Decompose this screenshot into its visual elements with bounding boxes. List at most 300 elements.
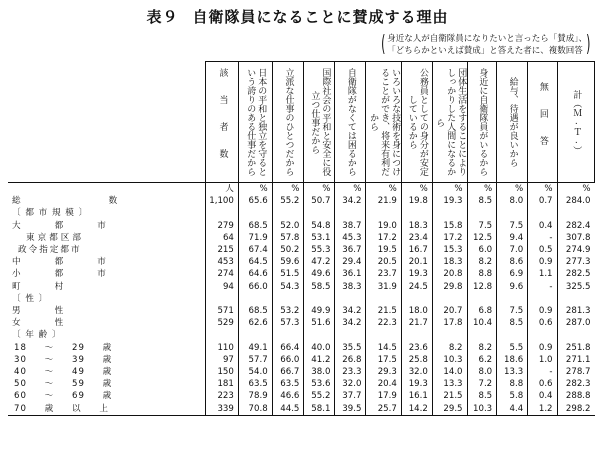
table-cell: 281.3 — [557, 305, 594, 317]
table-cell: 17.5 — [366, 354, 401, 366]
table-cell: 49.1 — [238, 342, 272, 354]
table-cell: 23.7 — [366, 268, 401, 280]
column-header-label: 該当者数 — [217, 68, 228, 176]
table-cell: 19.0 — [366, 220, 401, 232]
table-cell: 58.5 — [304, 281, 335, 293]
table-cell — [304, 293, 335, 305]
section-row — [8, 293, 595, 305]
unit-cell: % — [238, 183, 272, 196]
table-cell: 14.0 — [432, 366, 467, 378]
column-header-label: 団体生活をすることによりしっかりした人間になるから — [434, 68, 467, 176]
table-cell: 18.6 — [497, 354, 528, 366]
table-cell — [206, 207, 239, 219]
units-label — [8, 183, 206, 196]
table-cell — [238, 207, 272, 219]
table-cell: 64 — [206, 232, 239, 244]
table-cell: 8.0 — [467, 366, 497, 378]
table-cell: 57.7 — [238, 354, 272, 366]
table-cell: 110 — [206, 342, 239, 354]
unit-cell: % — [497, 183, 528, 196]
table-cell: 17.2 — [432, 232, 467, 244]
table-cell: 23.6 — [401, 342, 432, 354]
table-cell: 53.1 — [304, 232, 335, 244]
table-cell — [366, 207, 401, 219]
table-cell: 8.2 — [467, 256, 497, 268]
column-header-label: 給与、待遇が良いから — [507, 77, 518, 167]
table-cell: 62.6 — [238, 317, 272, 329]
table-cell: 279 — [206, 220, 239, 232]
table-row — [8, 403, 595, 416]
table-cell: 16.7 — [401, 244, 432, 256]
table-cell: 0.9 — [528, 342, 557, 354]
table-cell — [366, 329, 401, 341]
data-table — [8, 61, 595, 416]
table-cell: 51.5 — [272, 268, 304, 280]
table-cell — [366, 293, 401, 305]
unit-cell: % — [272, 183, 304, 196]
column-header-label: 計（Ｍ.Ｔ.） — [571, 89, 582, 155]
table-cell: 6.8 — [467, 305, 497, 317]
table-cell — [304, 207, 335, 219]
table-cell: 0.6 — [528, 317, 557, 329]
table-cell: 8.2 — [467, 342, 497, 354]
table-cell — [497, 207, 528, 219]
column-header-label: 国際社会の平和と安全に役立つ仕事だから — [309, 68, 331, 176]
table-cell: 1.2 — [528, 403, 557, 416]
table-cell: 9.6 — [497, 281, 528, 293]
table-cell: 13.3 — [497, 366, 528, 378]
table-cell: 14.2 — [401, 403, 432, 416]
column-header — [497, 62, 528, 183]
table-cell — [557, 293, 594, 305]
table-cell — [304, 329, 335, 341]
table-cell: 339 — [206, 403, 239, 416]
table-cell: 282.3 — [557, 378, 594, 390]
table-cell: 47.2 — [304, 256, 335, 268]
row-label: 60 ～ 69 歳 — [14, 391, 113, 402]
table-cell: 78.9 — [238, 390, 272, 402]
table-cell: 8.2 — [432, 342, 467, 354]
unit-cell: % — [557, 183, 594, 196]
table-cell: 15.8 — [432, 220, 467, 232]
table-cell: 36.7 — [335, 244, 366, 256]
unit-cell: 人 — [206, 183, 239, 196]
table-cell: 57.3 — [272, 317, 304, 329]
table-cell: 97 — [206, 354, 239, 366]
table-cell: 288.8 — [557, 390, 594, 402]
left-brace-icon: ( — [381, 32, 386, 57]
column-header — [272, 62, 304, 183]
table-cell: 19.3 — [401, 268, 432, 280]
row-label: 70 歳 以 上 — [8, 403, 206, 416]
table-cell: 49.6 — [304, 268, 335, 280]
table-number: 表９ — [146, 8, 179, 26]
table-cell: 6.9 — [497, 268, 528, 280]
table-cell: 71.9 — [238, 232, 272, 244]
right-brace-icon: ) — [586, 32, 591, 57]
table-cell — [272, 293, 304, 305]
table-cell — [528, 329, 557, 341]
table-cell: 32.0 — [335, 378, 366, 390]
table-cell: 8.0 — [497, 195, 528, 207]
table-cell: 13.3 — [432, 378, 467, 390]
table-cell: 1,100 — [206, 195, 239, 207]
table-cell: 50.7 — [304, 195, 335, 207]
table-note — [381, 32, 591, 57]
table-cell: 29.5 — [432, 403, 467, 416]
note-line-2: 「どちらかといえば賛成」と答えた者に、複数回答 — [387, 46, 583, 56]
row-label: 小都市 — [12, 269, 140, 280]
row-label: 〔 性 〕 — [12, 293, 49, 304]
row-label: 中都市 — [12, 257, 140, 268]
table-cell: 66.0 — [272, 354, 304, 366]
table-cell: 7.2 — [467, 378, 497, 390]
table-cell — [557, 329, 594, 341]
table-cell: 38.3 — [335, 281, 366, 293]
table-cell — [272, 207, 304, 219]
table-cell: 29.3 — [366, 366, 401, 378]
column-header — [206, 62, 239, 183]
table-cell: 8.5 — [467, 390, 497, 402]
table-cell: 55.2 — [272, 195, 304, 207]
column-header — [366, 62, 401, 183]
table-cell: 18.0 — [401, 305, 432, 317]
table-cell: 278.7 — [557, 366, 594, 378]
section-row — [8, 207, 595, 219]
unit-cell: % — [467, 183, 497, 196]
header-corner — [8, 62, 206, 183]
table-cell: 21.5 — [366, 305, 401, 317]
table-row — [8, 220, 595, 232]
column-header — [238, 62, 272, 183]
table-cell: 52.0 — [272, 220, 304, 232]
table-cell: 282.4 — [557, 220, 594, 232]
table-cell: 38.7 — [335, 220, 366, 232]
table-row — [8, 378, 595, 390]
row-label: 18 ～ 29 歳 — [14, 342, 113, 353]
table-cell: 35.5 — [335, 342, 366, 354]
table-cell: 21.5 — [432, 390, 467, 402]
row-label: 東京都区部 — [26, 232, 84, 243]
table-cell: 20.5 — [366, 256, 401, 268]
table-cell: 54.3 — [272, 281, 304, 293]
table-cell: 25.7 — [366, 403, 401, 416]
table-cell: 34.2 — [335, 195, 366, 207]
table-cell: 9.4 — [497, 232, 528, 244]
table-cell: - — [528, 232, 557, 244]
table-cell: 58.1 — [304, 403, 335, 416]
table-cell — [401, 329, 432, 341]
table-row — [8, 232, 595, 244]
column-header — [401, 62, 432, 183]
table-cell: 23.4 — [401, 232, 432, 244]
table-cell — [238, 293, 272, 305]
table-row — [8, 342, 595, 354]
column-header-label: 自衛隊がなくては困るから — [345, 68, 356, 176]
table-cell: 571 — [206, 305, 239, 317]
row-label: 50 ～ 59 歳 — [14, 379, 113, 390]
table-cell: 453 — [206, 256, 239, 268]
table-cell: 19.3 — [432, 195, 467, 207]
table-cell: 29.4 — [335, 256, 366, 268]
column-header-label: 無回答 — [537, 81, 548, 163]
table-cell — [528, 207, 557, 219]
table-cell: 64.6 — [238, 268, 272, 280]
table-cell: 271.1 — [557, 354, 594, 366]
row-label: 女性 — [12, 318, 98, 329]
table-cell: 1.0 — [528, 354, 557, 366]
table-cell: 274.9 — [557, 244, 594, 256]
unit-cell: % — [366, 183, 401, 196]
table-cell: 7.0 — [497, 244, 528, 256]
table-cell — [432, 329, 467, 341]
table-row — [8, 268, 595, 280]
table-cell: 51.6 — [304, 317, 335, 329]
table-cell: 8.5 — [467, 195, 497, 207]
table-title-text: 自衛隊員になることに賛成する理由 — [192, 8, 449, 26]
table-cell — [335, 293, 366, 305]
header-row — [8, 62, 595, 183]
table-cell: 529 — [206, 317, 239, 329]
table-cell: 19.3 — [401, 378, 432, 390]
table-cell: 150 — [206, 366, 239, 378]
table-cell: 25.8 — [401, 354, 432, 366]
unit-cell: % — [401, 183, 432, 196]
table-cell: 6.0 — [467, 244, 497, 256]
table-cell: 63.5 — [238, 378, 272, 390]
column-header-label: 立派な仕事のひとつだから — [283, 68, 294, 176]
table-cell: 55.3 — [304, 244, 335, 256]
table-cell: 19.5 — [366, 244, 401, 256]
table-cell: 0.4 — [528, 220, 557, 232]
table-cell: 282.5 — [557, 268, 594, 280]
table-cell: 5.5 — [497, 342, 528, 354]
table-cell: 41.2 — [304, 354, 335, 366]
table-cell — [497, 293, 528, 305]
table-cell: 17.9 — [366, 390, 401, 402]
table-row — [8, 317, 595, 329]
table-cell — [557, 207, 594, 219]
table-cell: 1.1 — [528, 268, 557, 280]
row-label: 町村 — [12, 281, 98, 292]
table-cell — [467, 293, 497, 305]
table-cell — [467, 329, 497, 341]
table-cell: 18.3 — [432, 256, 467, 268]
table-cell — [206, 329, 239, 341]
table-row — [8, 195, 595, 207]
row-label: 総数 — [12, 196, 206, 207]
table-cell: 54.8 — [304, 220, 335, 232]
column-header — [304, 62, 335, 183]
row-label: 40 ～ 49 歳 — [14, 367, 113, 378]
table-cell: 7.5 — [467, 220, 497, 232]
table-row — [8, 390, 595, 402]
row-label: 〔 年 齢 〕 — [12, 330, 62, 341]
table-cell — [497, 329, 528, 341]
table-cell: 8.8 — [497, 378, 528, 390]
table-cell — [206, 293, 239, 305]
table-cell: 29.8 — [432, 281, 467, 293]
table-cell: 4.4 — [497, 403, 528, 416]
table-cell — [528, 293, 557, 305]
table-cell: 46.6 — [272, 390, 304, 402]
table-cell: 59.6 — [272, 256, 304, 268]
column-header — [335, 62, 366, 183]
table-cell: 0.6 — [528, 378, 557, 390]
table-cell: 21.9 — [366, 195, 401, 207]
row-label: 男性 — [12, 306, 98, 317]
table-cell: 66.4 — [272, 342, 304, 354]
table-cell: 8.6 — [497, 256, 528, 268]
table-cell — [432, 293, 467, 305]
table-cell: 22.3 — [366, 317, 401, 329]
table-cell: 70.8 — [238, 403, 272, 416]
table-cell: 223 — [206, 390, 239, 402]
table-cell: 32.0 — [401, 366, 432, 378]
table-cell: 18.3 — [401, 220, 432, 232]
table-cell: 67.4 — [238, 244, 272, 256]
table-cell: 64.5 — [238, 256, 272, 268]
table-cell: 57.8 — [272, 232, 304, 244]
note-line-1: 身近な人が自衛隊員になりたいと言ったら「賛成」、 — [387, 34, 587, 44]
table-cell: 0.4 — [528, 390, 557, 402]
row-label: 30 ～ 39 歳 — [14, 354, 113, 365]
table-cell: 0.9 — [528, 305, 557, 317]
table-cell: 55.2 — [304, 390, 335, 402]
table-cell: 68.5 — [238, 220, 272, 232]
table-cell: 0.9 — [528, 256, 557, 268]
table-cell: 10.3 — [467, 403, 497, 416]
table-cell: 298.2 — [557, 403, 594, 416]
table-cell: 6.2 — [467, 354, 497, 366]
table-cell: 277.3 — [557, 256, 594, 268]
table-cell: 53.2 — [272, 305, 304, 317]
table-cell: - — [528, 281, 557, 293]
table-cell: 19.8 — [401, 195, 432, 207]
table-cell: 54.0 — [238, 366, 272, 378]
column-header — [557, 62, 594, 183]
table-cell — [401, 207, 432, 219]
table-cell: 68.5 — [238, 305, 272, 317]
table-cell: 66.0 — [238, 281, 272, 293]
table-cell: 36.1 — [335, 268, 366, 280]
table-title — [0, 6, 595, 27]
row-label: 大都市 — [12, 220, 140, 231]
table-cell: 20.7 — [432, 305, 467, 317]
column-header-label: 日本の平和と独立を守るという誇りのある仕事だから — [245, 68, 267, 176]
table-cell: 251.8 — [557, 342, 594, 354]
table-cell: 325.5 — [557, 281, 594, 293]
table-cell: 21.7 — [401, 317, 432, 329]
table-cell: 65.6 — [238, 195, 272, 207]
table-cell: 20.8 — [432, 268, 467, 280]
table-row — [8, 354, 595, 366]
table-cell: 23.3 — [335, 366, 366, 378]
table-cell: 0.7 — [528, 195, 557, 207]
table-cell: - — [528, 366, 557, 378]
table-cell: 24.5 — [401, 281, 432, 293]
table-cell — [238, 329, 272, 341]
table-cell: 37.7 — [335, 390, 366, 402]
table-cell: 45.3 — [335, 232, 366, 244]
table-cell: 17.8 — [432, 317, 467, 329]
table-cell: 14.5 — [366, 342, 401, 354]
table-cell — [335, 207, 366, 219]
table-row — [8, 281, 595, 293]
table-cell: 15.3 — [432, 244, 467, 256]
column-header — [432, 62, 467, 183]
table-cell: 8.5 — [497, 317, 528, 329]
table-cell: 12.5 — [467, 232, 497, 244]
table-cell: 20.1 — [401, 256, 432, 268]
table-cell: 34.2 — [335, 305, 366, 317]
table-cell: 307.8 — [557, 232, 594, 244]
table-cell: 274 — [206, 268, 239, 280]
row-label: 〔 都 市 規 模 〕 — [12, 208, 89, 219]
table-cell — [401, 293, 432, 305]
row-label: 政令指定都市 — [18, 245, 82, 256]
table-cell: 50.2 — [272, 244, 304, 256]
unit-cell: % — [528, 183, 557, 196]
table-cell: 7.5 — [497, 220, 528, 232]
table-cell: 94 — [206, 281, 239, 293]
table-row — [8, 305, 595, 317]
table-cell: 5.8 — [497, 390, 528, 402]
table-cell: 38.0 — [304, 366, 335, 378]
unit-cell: % — [335, 183, 366, 196]
table-cell: 53.6 — [304, 378, 335, 390]
table-cell: 31.9 — [366, 281, 401, 293]
table-cell: 26.8 — [335, 354, 366, 366]
table-cell: 40.0 — [304, 342, 335, 354]
table-cell — [432, 207, 467, 219]
table-cell — [335, 329, 366, 341]
table-cell: 215 — [206, 244, 239, 256]
table-cell: 181 — [206, 378, 239, 390]
table-cell: 10.3 — [432, 354, 467, 366]
unit-cell: % — [304, 183, 335, 196]
table-cell: 49.9 — [304, 305, 335, 317]
table-cell: 34.2 — [335, 317, 366, 329]
table-cell: 39.5 — [335, 403, 366, 416]
table-cell: 10.4 — [467, 317, 497, 329]
column-header — [467, 62, 497, 183]
table-cell: 44.5 — [272, 403, 304, 416]
table-cell: 12.8 — [467, 281, 497, 293]
column-header-label: 公務員としての身分が安定しているから — [406, 68, 428, 176]
unit-cell: % — [432, 183, 467, 196]
table-cell: 8.8 — [467, 268, 497, 280]
table-cell: 66.7 — [272, 366, 304, 378]
table-row — [8, 256, 595, 268]
table-cell: 17.2 — [366, 232, 401, 244]
column-header — [528, 62, 557, 183]
table-row — [8, 366, 595, 378]
column-header-label: いろいろな技術を身につけることができ、将来有利だから — [368, 68, 401, 176]
table-cell: 284.0 — [557, 195, 594, 207]
table-cell: 63.5 — [272, 378, 304, 390]
column-header-label: 身近に自衛隊員がいるから — [477, 68, 488, 176]
table-cell: 7.5 — [497, 305, 528, 317]
table-cell: 287.0 — [557, 317, 594, 329]
table-cell — [272, 329, 304, 341]
table-cell: 0.5 — [528, 244, 557, 256]
table-cell — [467, 207, 497, 219]
table-cell: 16.1 — [401, 390, 432, 402]
table-row — [8, 244, 595, 256]
table-cell: 20.4 — [366, 378, 401, 390]
units-row — [8, 183, 595, 196]
